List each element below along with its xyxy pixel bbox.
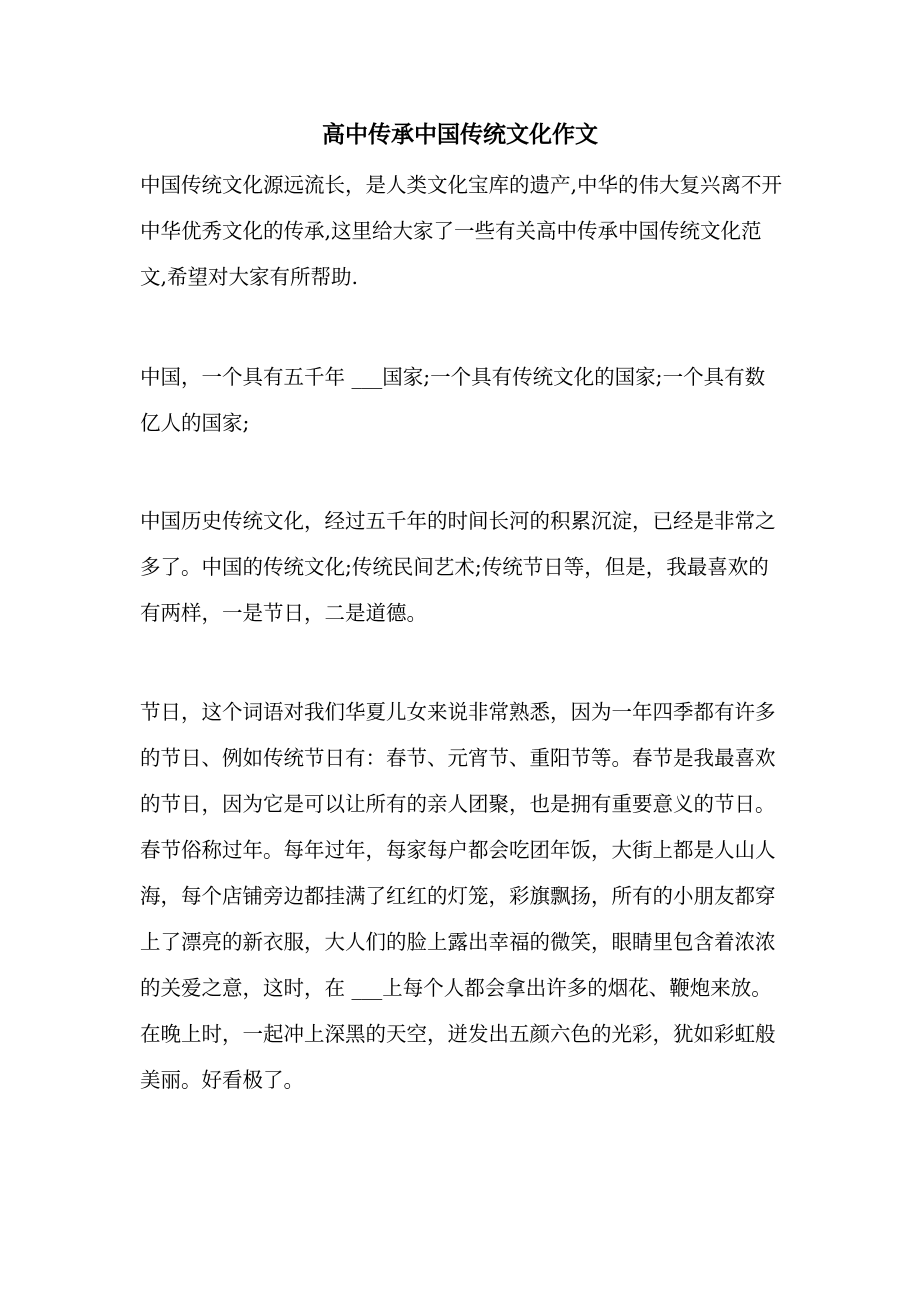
paragraph-china: 中国，一个具有五千年 ___国家;一个具有传统文化的国家;一个具有数亿人的国家; [140,365,766,435]
paragraph-intro: 中国传统文化源远流长，是人类文化宝库的遗产,中华的伟大复兴离不开中华优秀文化的传承,这里给大家了一些有关高中传承中国传统文化范文,希望对大家有所帮助. [140,173,783,289]
paragraph-festivals: 节日，这个词语对我们华夏儿女来说非常熟悉，因为一年四季都有许多的节日、例如传统节日有：春节、元宵节、重阳节等。春节是我最喜欢的节日，因为它是可以让所有的亲人团聚，也是拥有重要意义的节日。春节俗称过年。每年过年，每家每户都会吃团年饭，大街上都是人山人海，每个店铺旁边都挂满了红红的灯笼，彩旗飘扬，所有的小朋友都穿上了漂亮的新衣服，大人们的脸上露出幸福的微笑，眼睛里包含着浓浓的关爱之意，这时，在 ___上每个人都会拿出许多的烟花、鞭炮来放。在晚上时，一起冲上深黑的天空，迸发出五颜六色的光彩，犹如彩虹般美丽。好看极了。 [140,700,776,1092]
paragraph-history: 中国历史传统文化，经过五千年的时间长河的积累沉淀，已经是非常之多了。中国的传统文化;传统民间艺术;传统节日等，但是，我最喜欢的有两样，一是节日，二是道德。 [140,509,776,625]
document-title: 高中传承中国传统文化作文 [322,121,598,148]
